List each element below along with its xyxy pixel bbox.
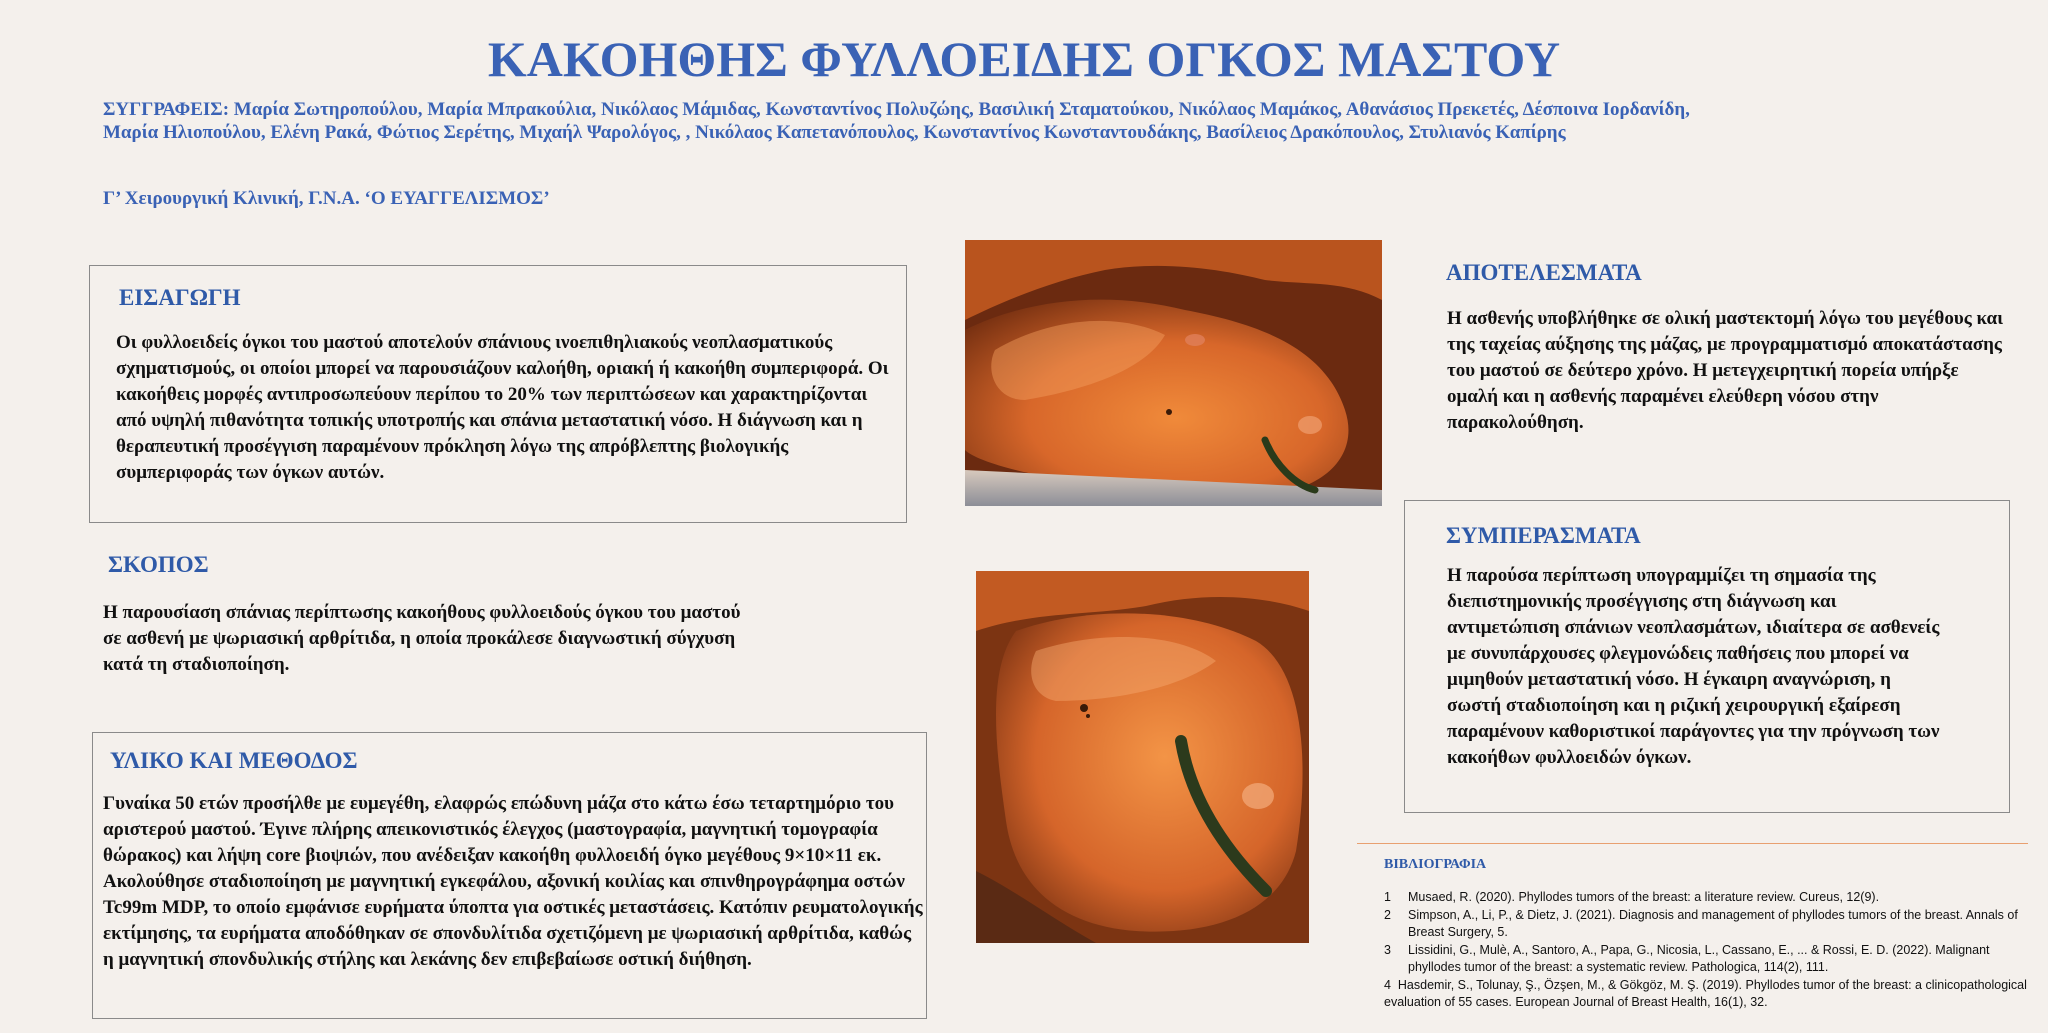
clinical-photo-1 bbox=[965, 240, 1382, 506]
intro-section bbox=[89, 265, 907, 523]
results-heading: ΑΠΟΤΕΛΕΣΜΑΤΑ bbox=[1446, 260, 1642, 285]
breast-lesion-image bbox=[965, 240, 1382, 506]
aim-text: Η παρουσίαση σπάνιας περίπτωσης κακοήθους φυλλοειδούς όγκου του μαστού σε ασθενή με ψωριασική αρθρίτιδα, η οποία προκάλεσε διαγνωστική σύγχυση κατά τη σταδιοποίηση. bbox=[103, 602, 741, 675]
references-list bbox=[1384, 889, 2044, 1012]
methods-section bbox=[92, 732, 927, 1019]
reference-number: 1 bbox=[1384, 890, 1391, 904]
conclusions-section bbox=[1404, 500, 2010, 813]
conclusions-heading: ΣΥΜΠΕΡΑΣΜΑΤΑ bbox=[1446, 523, 1641, 548]
references-divider bbox=[1357, 843, 2028, 844]
reference-number: 4 bbox=[1384, 977, 1391, 992]
reference-item bbox=[1384, 942, 2044, 977]
reference-text: Musaed, R. (2020). Phyllodes tumors of the breast: a literature review. Cureus, 12(9). bbox=[1408, 890, 1880, 904]
methods-text: Γυναίκα 50 ετών προσήλθε με ευμεγέθη, ελαφρώς επώδυνη μάζα στο κάτω έσω τεταρτημόριο του αριστερού μαστού. Έγινε πλήρης απεικονιστικός έλεγχος (μαστογραφία, μαγνητική τομογραφία θώρακος) και λήψη core βιοψιών, που ανέδειξαν κακοήθη φυλλοειδή όγκο μεγέθους 9×10×11 εκ. Ακολούθησε σταδιοποίηση με μαγνητική εγκεφάλου, αξονική κοιλίας και σπινθηρογράφημα οστών Tc99m MDP, το οποίο εμφάνισε ευρήματα ύποπτα για οστικές μεταστάσεις. Κατόπιν ρευματολογικής εκτίμησης, τα ευρήματα αποδόθηκαν σε σπονδυλίτιδα σχετιζόμενη με ψωριασική αρθρίτιδα, καθώς η μαγνητική σπονδυλικής στήλης και λεκάνης δεν επιβεβαίωσε οστική διήθηση. bbox=[103, 793, 923, 970]
reference-text: Hasdemir, S., Tolunay, Ş., Özşen, M., & Gökgöz, M. Ş. (2019). Phyllodes tumor of the breast: a clinicopathological evaluation of 55 cases. European Journal of Breast Health, 16(1), 32. bbox=[1384, 977, 2027, 1009]
methods-heading: ΥΛΙΚΟ ΚΑΙ ΜΕΘΟΔΟΣ bbox=[110, 748, 358, 773]
intro-heading: ΕΙΣΑΓΩΓΗ bbox=[119, 285, 241, 310]
reference-number: 3 bbox=[1384, 942, 1391, 957]
conclusions-text: Η παρούσα περίπτωση υπογραμμίζει τη σημασία της διεπιστημονικής προσέγγισης στη διάγνωση και αντιμετώπιση σπάνιων νεοπλασμάτων, ιδιαίτερα σε ασθενείς με συνυπάρχουσες φλεγμονώδεις παθήσεις που μπορεί να μιμηθούν μεταστατική νόσο. Η έγκαιρη αναγνώριση, η σωστή σταδιοποίηση και η ριζική χειρουργική εξαίρεση παραμένουν καθοριστικοί παράγοντες για την πρόγνωση των κακοήθων φυλλοειδών όγκων. bbox=[1447, 565, 1940, 768]
intro-text: Οι φυλλοειδείς όγκοι του μαστού αποτελούν σπάνιους ινοεπιθηλιακούς νεοπλασματικούς σχηματισμούς, οι οποίοι μπορεί να παρουσιάζουν καλοήθη, οριακή ή κακοήθη συμπεριφορά. Οι κακοήθεις μορφές αντιπροσωπεύουν περίπου το 20% των περιπτώσεων και χαρακτηρίζονται από υψηλή πιθανότητα τοπικής υποτροπής και σπάνια μεταστατική νόσο. Η διάγνωση και η θεραπευτική προσέγγιση παραμένουν πρόκληση λόγω της απρόβλεπτης βιολογικής συμπεριφοράς των όγκων αυτών. bbox=[116, 332, 889, 483]
reference-item bbox=[1384, 977, 2044, 1012]
affiliation: Γ’ Χειρουργική Κλινική, Γ.Ν.Α. ‘Ο ΕΥΑΓΓΕΛΙΣΜΟΣ’ bbox=[103, 188, 550, 209]
reference-item bbox=[1384, 889, 2044, 907]
reference-item bbox=[1384, 907, 2044, 942]
breast-lesion-closeup-image bbox=[976, 571, 1309, 943]
aim-heading: ΣΚΟΠΟΣ bbox=[108, 552, 209, 577]
authors-list: ΣΥΓΓΡΑΦΕΙΣ: Μαρία Σωτηροπούλου, Μαρία Μπρακούλια, Νικόλαος Μάμιδας, Κωνσταντίνος Πολυζώης, Βασιλική Σταματούκου, Νικόλαος Μαμάκος, Αθανάσιος Πρεκετές, Δέσποινα Ιορδανίδη, Μαρία Ηλιοπούλου, Ελένη Ρακά, Φώτιος Σερέτης, Μιχαήλ Ψαρολόγος, , Νικόλαος Καπετανόπουλος, Κωνσταντίνος Κωνσταντουδάκης, Βασίλειος Δρακόπουλος, Στυλιανός Καπίρης bbox=[103, 99, 1690, 143]
references-heading: ΒΙΒΛΙΟΓΡΑΦΙΑ bbox=[1384, 857, 1487, 872]
reference-text: Lissidini, G., Mulè, A., Santoro, A., Papa, G., Nicosia, L., Cassano, E., ... & Rossi, E. D. (2022). Malignant phyllodes tumor of the breast: a systematic review. Pathologica, 114(2), 111. bbox=[1408, 942, 1990, 974]
reference-number: 2 bbox=[1384, 907, 1391, 922]
poster-title: ΚΑΚΟΗΘΗΣ ΦΥΛΛΟΕΙΔΗΣ ΟΓΚΟΣ ΜΑΣΤΟΥ bbox=[487, 31, 1561, 87]
results-text: Η ασθενής υποβλήθηκε σε ολική μαστεκτομή λόγω του μεγέθους και της ταχείας αύξησης της μάζας, με προγραμματισμό αποκατάστασης του μαστού σε δεύτερο χρόνο. Η μετεγχειρητική πορεία υπήρξε ομαλή και η ασθενής παραμένει ελεύθερη νόσου στην παρακολούθηση. bbox=[1447, 308, 2003, 433]
reference-text: Simpson, A., Li, P., & Dietz, J. (2021). Diagnosis and management of phyllodes tumors of the breast. Annals of Breast Surgery, 5. bbox=[1408, 907, 2018, 939]
clinical-photo-2 bbox=[976, 571, 1309, 943]
